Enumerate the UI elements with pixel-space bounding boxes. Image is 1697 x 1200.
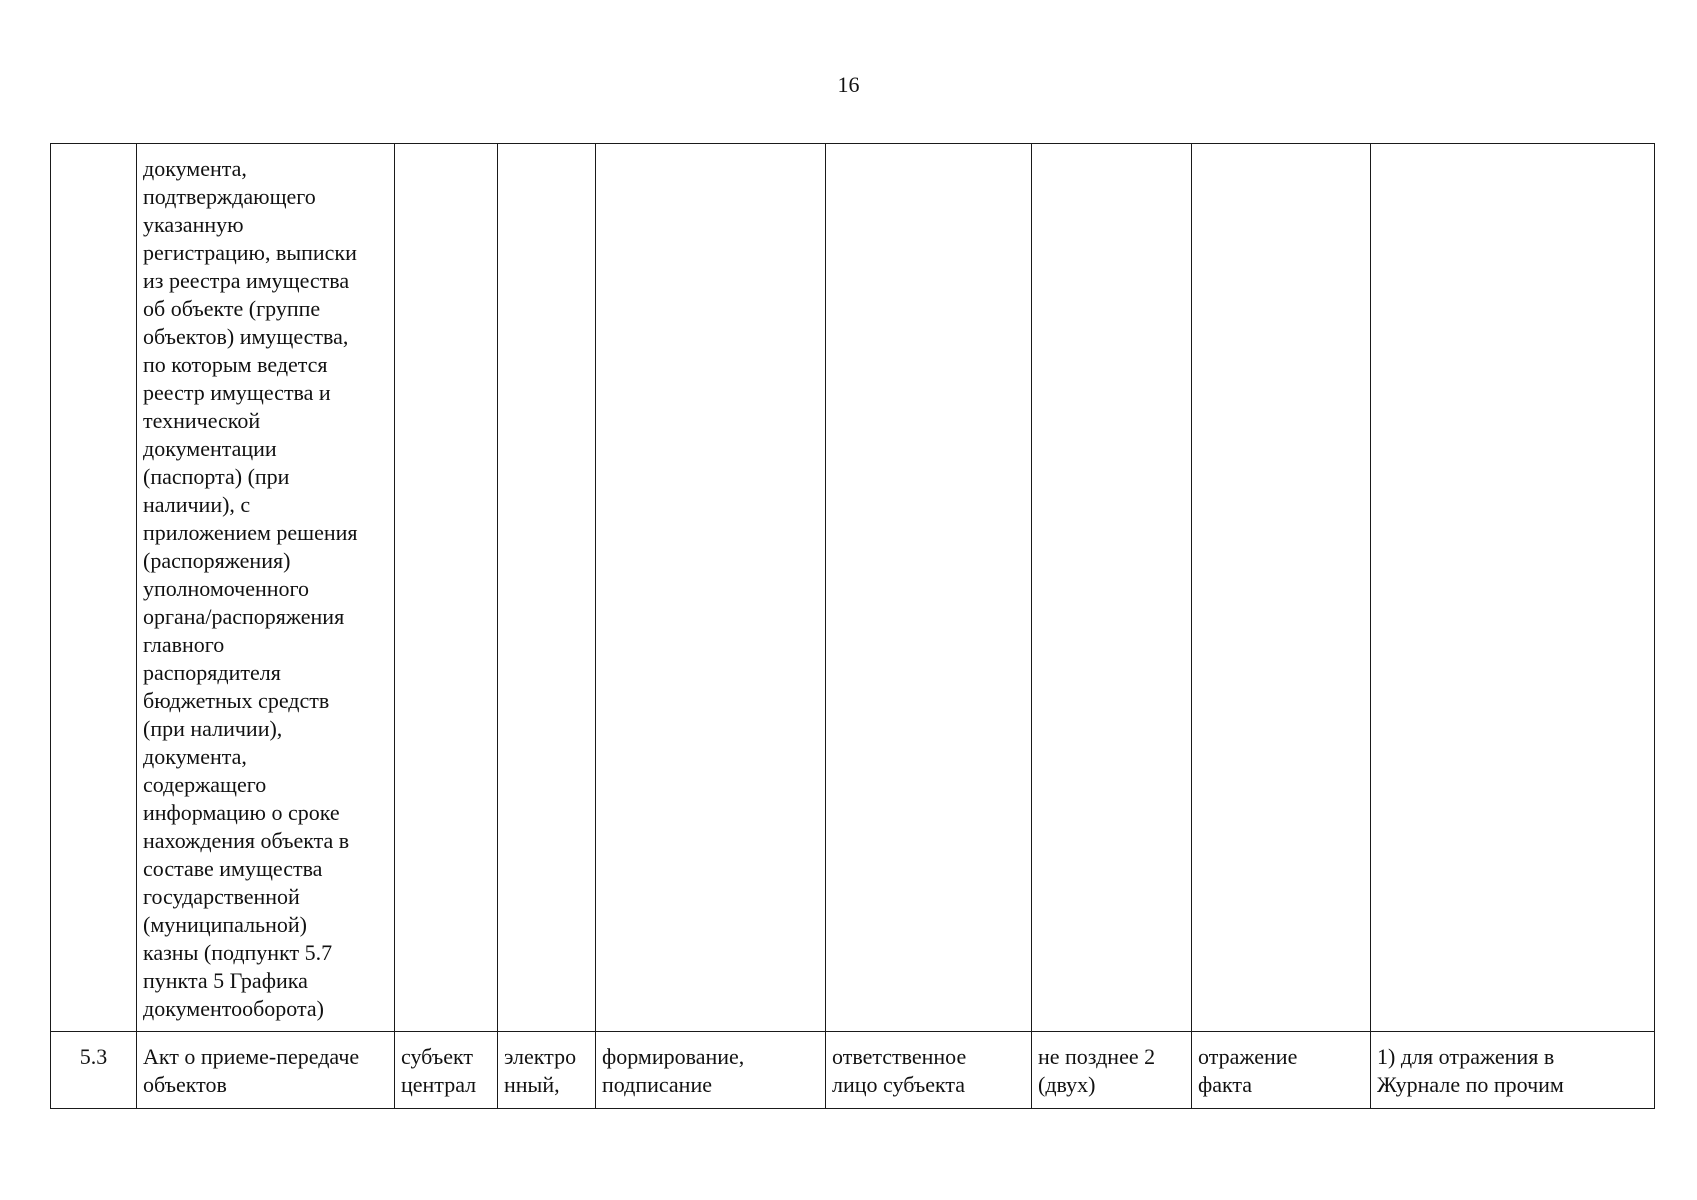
- note-cell: [1371, 1032, 1655, 1109]
- responsible-cell: [826, 1032, 1032, 1109]
- cell-form: [498, 144, 596, 1032]
- responsible-text: ответственное лицо субъекта: [832, 1044, 967, 1097]
- result-cell: [1192, 1032, 1371, 1109]
- table-row-continuation: [51, 144, 1655, 1032]
- subject-cell: [395, 1032, 498, 1109]
- table-row-5-3: [51, 1032, 1655, 1109]
- subject-text: субъект централ: [401, 1044, 477, 1097]
- page-number: 16: [837, 72, 860, 97]
- cell-note: [1371, 144, 1655, 1032]
- action-text: формирование, подписание: [602, 1044, 745, 1097]
- cell-result: [1192, 144, 1371, 1032]
- cell-subject: [395, 144, 498, 1032]
- action-cell: [596, 1032, 826, 1109]
- cell-number: [51, 144, 137, 1032]
- document-name: Акт о приеме-передаче объектов: [143, 1044, 360, 1097]
- note-text: 1) для отражения в Журнале по прочим: [1377, 1044, 1564, 1097]
- form-text: электро нный,: [504, 1044, 577, 1097]
- cell-action: [596, 144, 826, 1032]
- document-name-cell: [137, 1032, 395, 1109]
- cell-deadline: [1032, 144, 1192, 1032]
- row-number: 5.3: [51, 1032, 137, 1109]
- document-description-text: документа, подтверждающего указанную регистрацию, выписки из реестра имущества об объекте (группе объектов) имущества, по которым ведется реестр имущества и технической документации (паспорта) (при наличии), с приложением решения (распоряжения) уполномоченного органа/распоряжения главного распорядителя бюджетных средств (при наличии), документа, содержащего информацию о сроке нахождения объекта в составе имущества государственной (муниципальной) казны (подпункт 5.7 пункта 5 Графика документооборота): [143, 156, 358, 1021]
- form-cell: [498, 1032, 596, 1109]
- cell-responsible: [826, 144, 1032, 1032]
- document-table: [50, 143, 1655, 1109]
- deadline-text: не позднее 2 (двух): [1038, 1044, 1156, 1097]
- cell-document-continued: [137, 144, 395, 1032]
- deadline-cell: [1032, 1032, 1192, 1109]
- result-text: отражение факта: [1198, 1044, 1298, 1097]
